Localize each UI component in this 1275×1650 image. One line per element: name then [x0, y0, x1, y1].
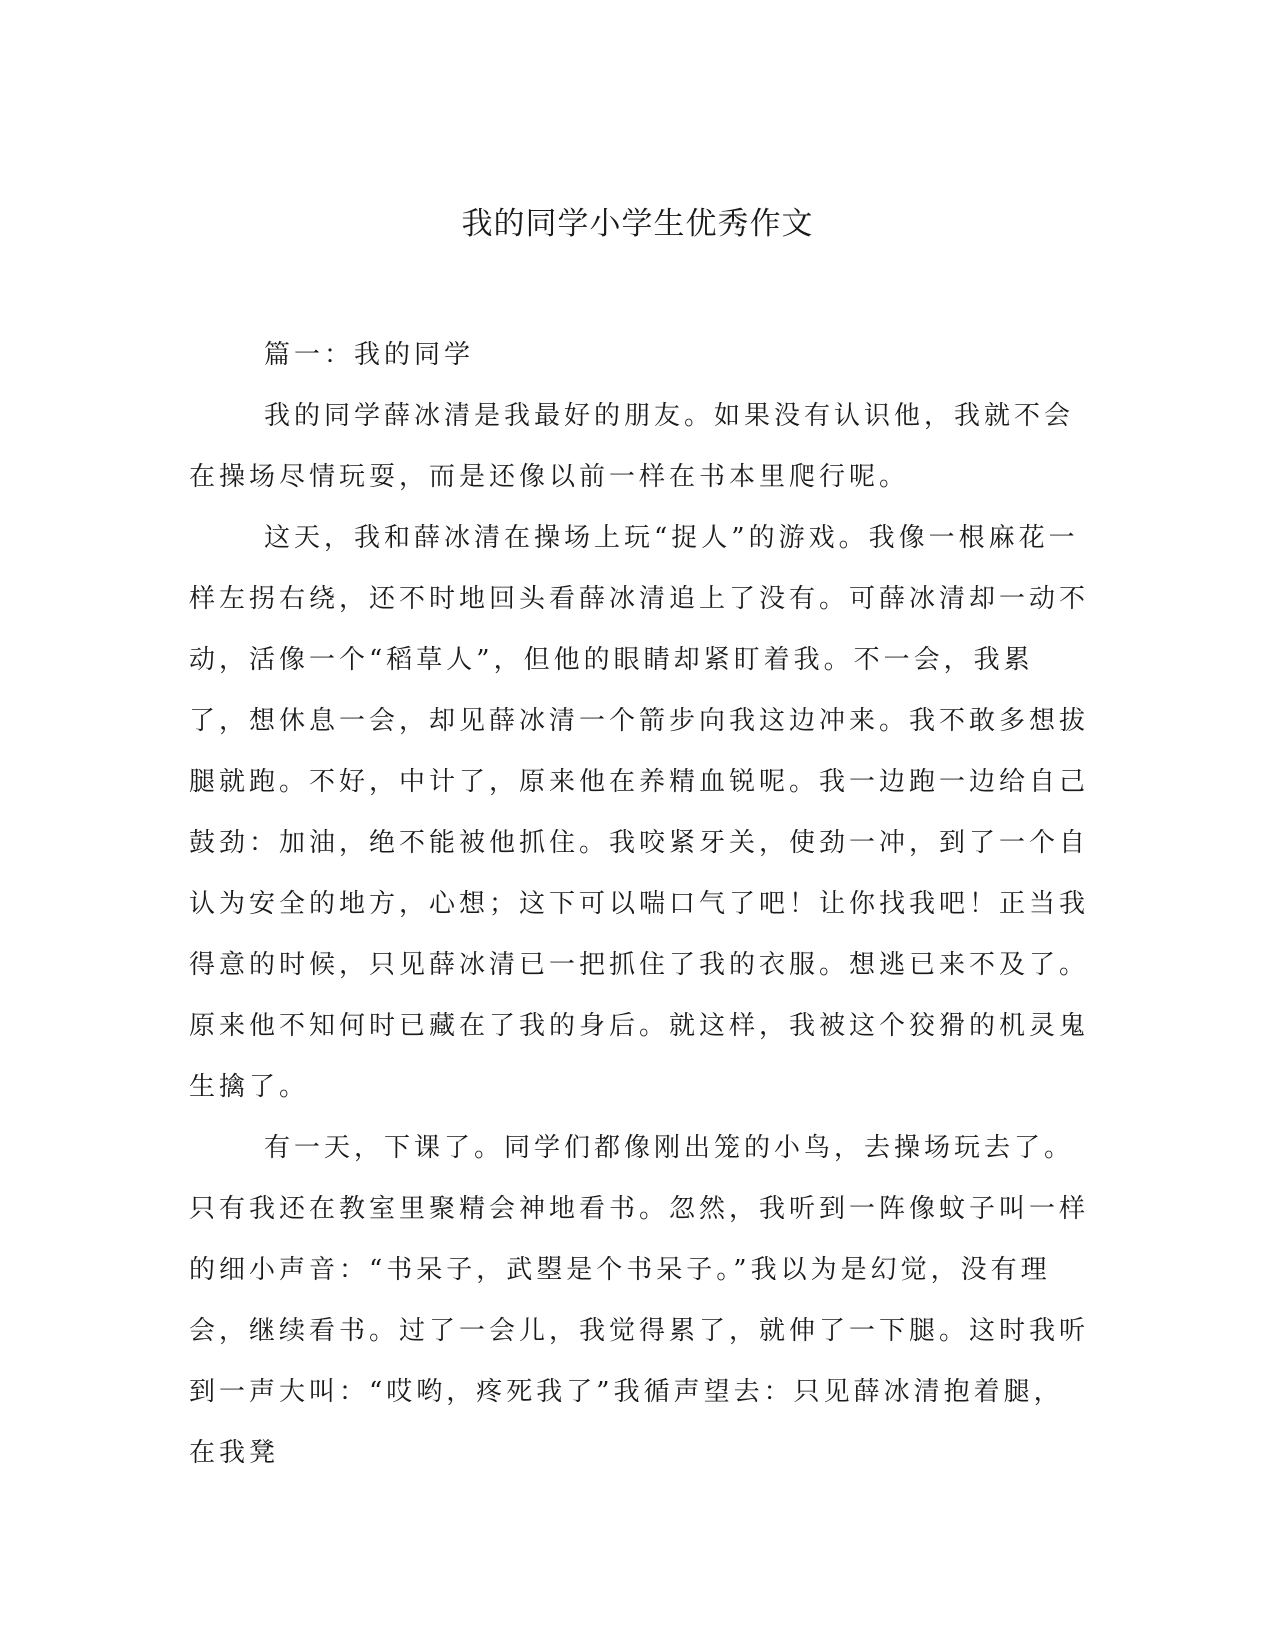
document-title: 我的同学小学生优秀作文	[461, 206, 814, 242]
document-body	[189, 325, 1089, 1484]
paragraph-3: 有一天，下课了。同学们都像刚出笼的小鸟，去操场玩去了。只有我还在教室里聚精会神地看书。忽然，我听到一阵像蚊子叫一样的细小声音：“书呆子，武曌是个书呆子。”我以为是幻觉，没有理会，继续看书。过了一会儿，我觉得累了，就伸了一下腿。这时我听到一声大叫：“哎哟，疼死我了”我循声望去：只见薛冰清抱着腿，在我凳	[189, 1133, 1090, 1468]
section-heading: 篇一：我的同学	[264, 340, 475, 370]
paragraph-2: 这天，我和薛冰清在操场上玩“捉人”的游戏。我像一根麻花一样左拐右绕，还不时地回头看薛冰清追上了没有。可薛冰清却一动不动，活像一个“稻草人”，但他的眼睛却紧盯着我。不一会，我累了，想休息一会，却见薛冰清一个箭步向我这边冲来。我不敢多想拔腿就跑。不好，中计了，原来他在养精血锐呢。我一边跑一边给自己鼓劲：加油，绝不能被他抓住。我咬紧牙关，使劲一冲，到了一个自认为安全的地方，心想；这下可以喘口气了吧！让你找我吧！正当我得意的时候，只见薛冰清已一把抓住了我的衣服。想逃已来不及了。原来他不知何时已藏在了我的身后。就这样，我被这个狡猾的机灵鬼生擒了。	[189, 523, 1090, 1102]
paragraph-1: 我的同学薛冰清是我最好的朋友。如果没有认识他，我就不会在操场尽情玩耍，而是还像以前一样在书本里爬行呢。	[189, 401, 1075, 492]
